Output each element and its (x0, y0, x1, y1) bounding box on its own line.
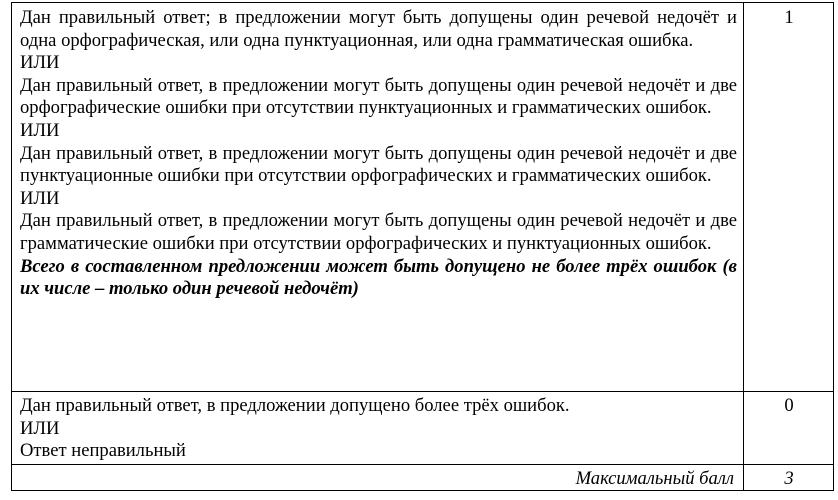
criterion-variant: Дан правильный ответ; в предложении могут быть допущены один речевой недочёт и одна орфографическая, или одна пунктуационная, или одна грамматическая ошибка. (20, 7, 737, 51)
or-separator: ИЛИ (20, 417, 60, 439)
criterion-variant: Дан правильный ответ, в предложении могут быть допущены один речевой недочёт и две грамматические ошибки при отсутствии орфографических и пунктуационных ошибок. (20, 210, 737, 254)
criterion-variant: Дан правильный ответ, в предложении могут быть допущены один речевой недочёт и две орфографические ошибки при отсутствии пунктуационных и грамматических ошибок. (20, 74, 737, 119)
score-value: 0 (784, 395, 794, 416)
row-divider-2 (12, 464, 833, 465)
or-separator: ИЛИ (20, 119, 60, 141)
score-value: 1 (784, 7, 794, 28)
max-score-label: Максимальный балл (575, 468, 734, 489)
criterion-variant: Дан правильный ответ, в предложении допущено более трёх ошибок. (20, 395, 570, 416)
criterion-variant: Ответ неправильный (20, 440, 186, 462)
criteria-table (11, 2, 834, 491)
or-separator: ИЛИ (20, 52, 60, 74)
row-divider-1 (12, 391, 833, 392)
criterion-variant: Дан правильный ответ, в предложении могут быть допущены один речевой недочёт и две пунктуационные ошибки при отсутствии орфографических и грамматических ошибок. (20, 142, 737, 187)
error-limit-note: Всего в составленном предложении может быть допущено не более трёх ошибок (в их числе – только один речевой недочёт) (20, 255, 737, 300)
criterion-description-score-0 (20, 395, 737, 463)
or-separator: ИЛИ (20, 187, 60, 209)
criterion-description-score-1 (20, 7, 737, 301)
max-score-value: 3 (784, 468, 794, 489)
